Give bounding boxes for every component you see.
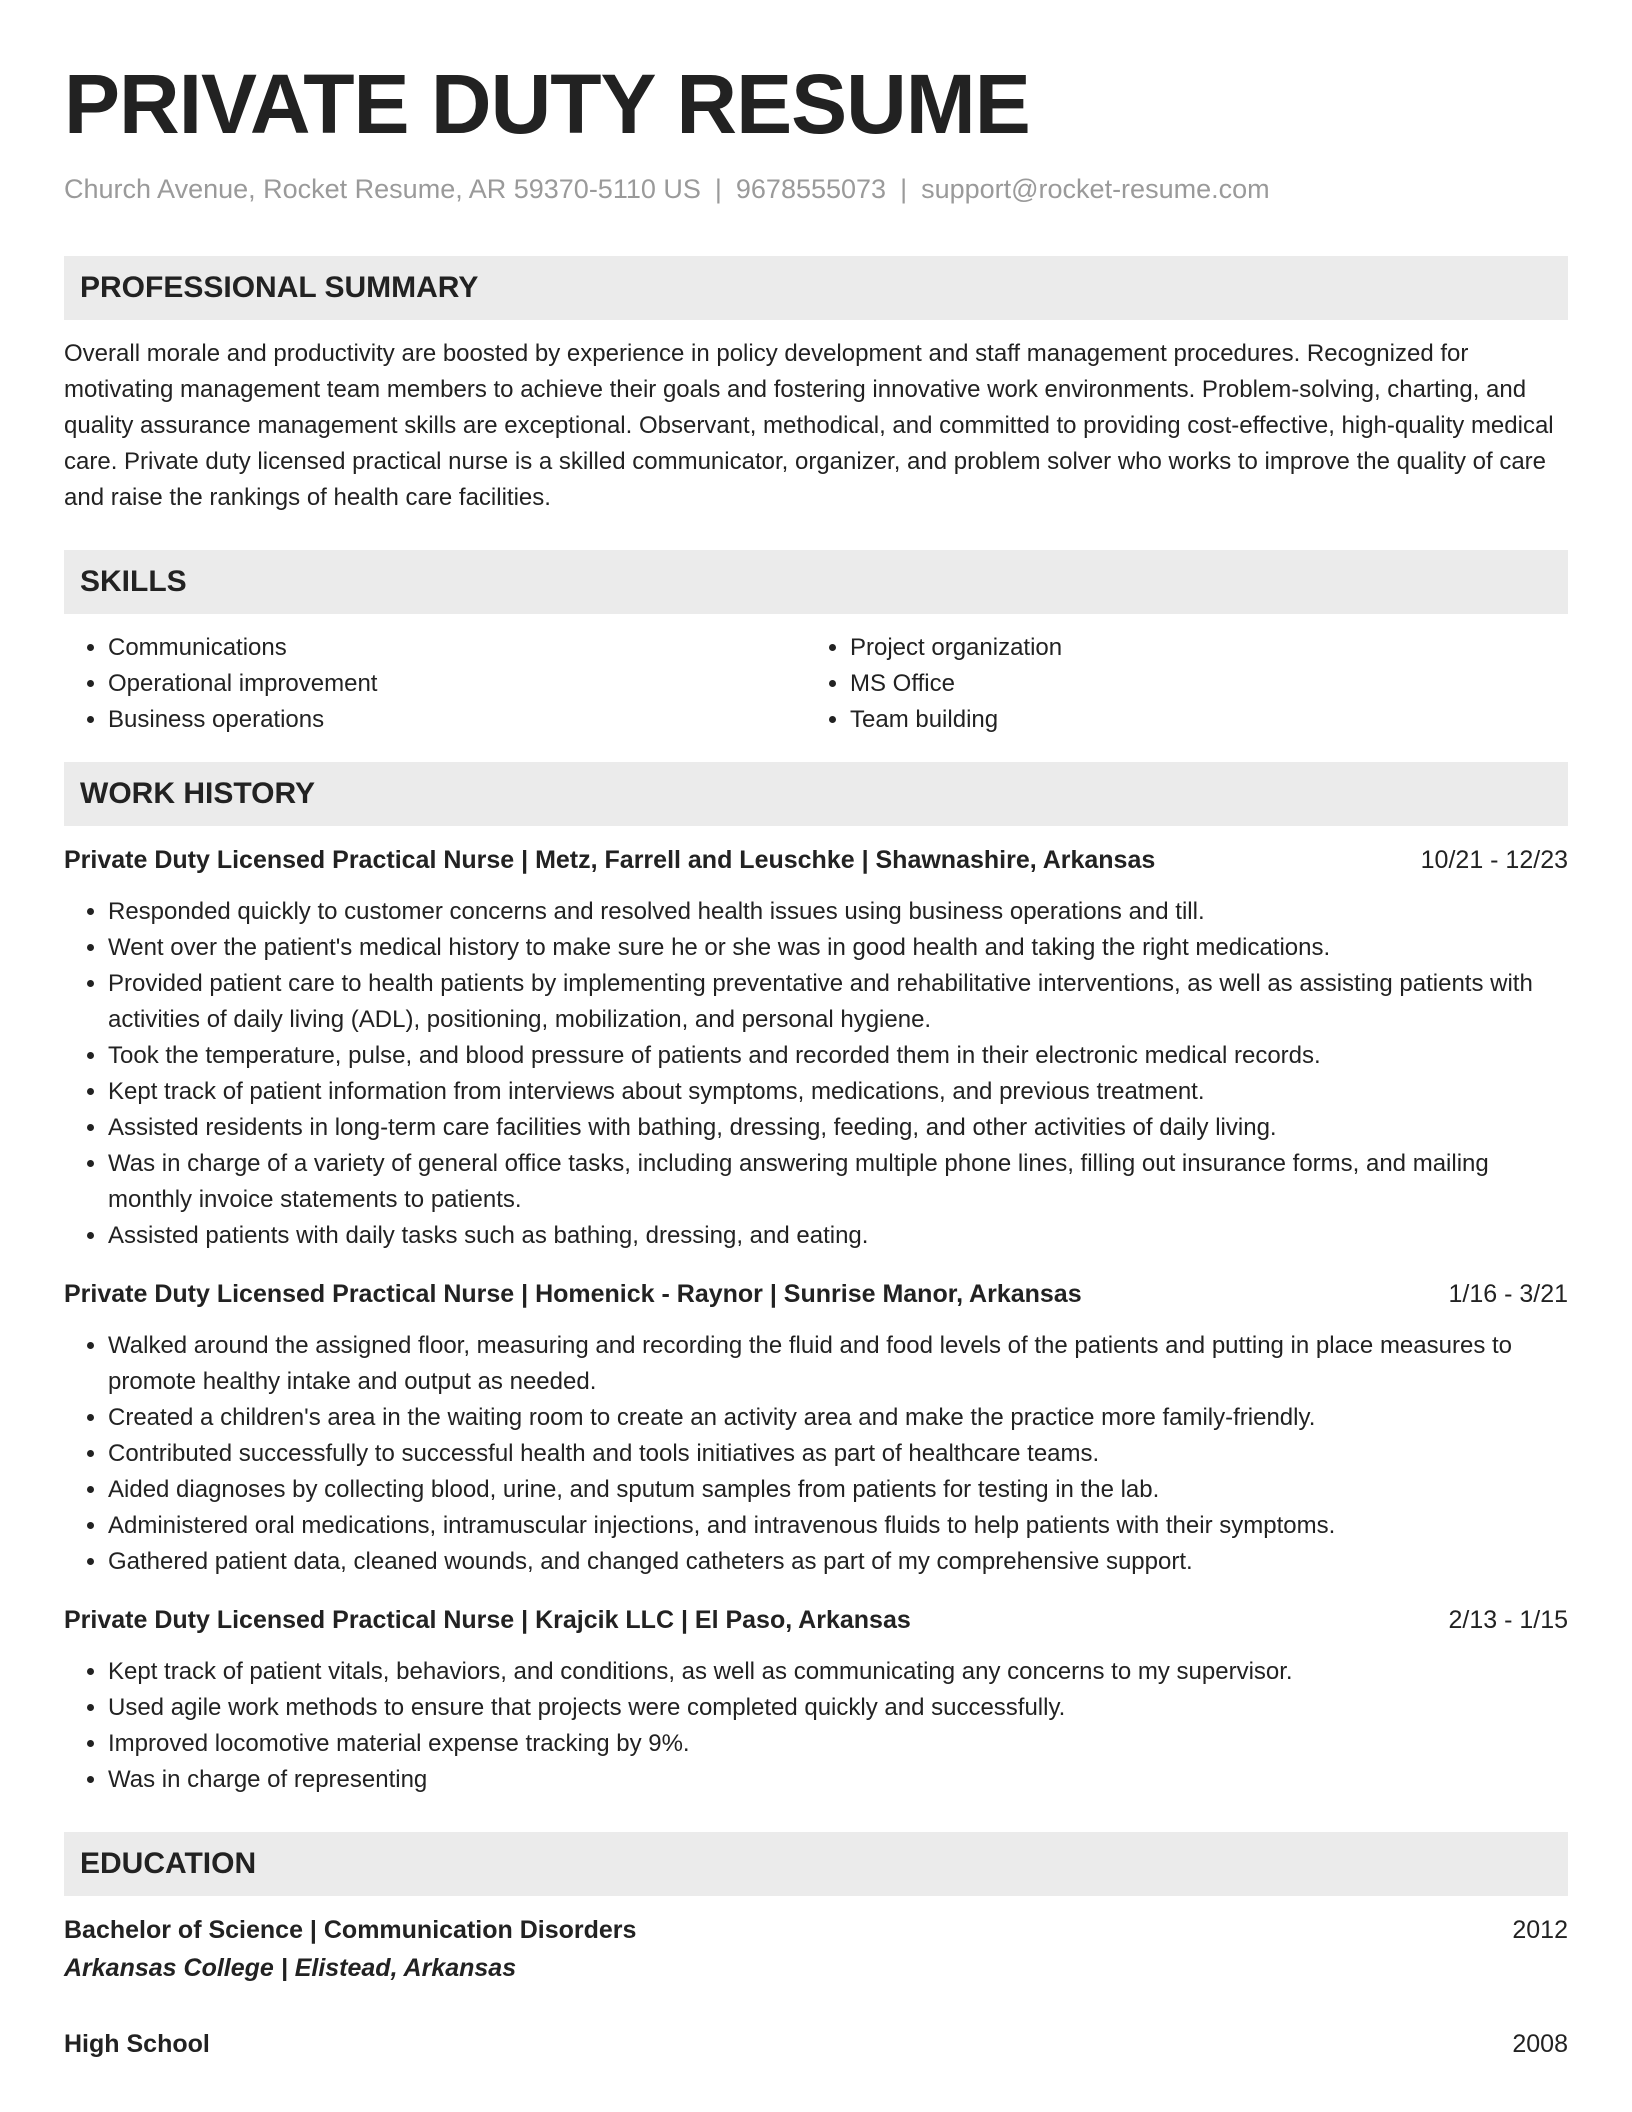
education-header <box>64 1912 1568 1948</box>
education-year: 2008 <box>1512 2030 1568 2058</box>
job-title: Private Duty Licensed Practical Nurse | Metz, Farrell and Leuschke | Shawnashire, Arkansas <box>64 846 1156 874</box>
job-entry <box>64 842 1568 1254</box>
summary-heading: PROFESSIONAL SUMMARY <box>64 256 1568 320</box>
skills-column-right <box>806 630 1548 738</box>
job-dates: 1/16 - 3/21 <box>1448 1280 1568 1308</box>
job-bullets <box>64 894 1568 1254</box>
job-header <box>64 1602 1568 1638</box>
skill-item: • Team building <box>850 702 1548 738</box>
job-header <box>64 1276 1568 1312</box>
job-entry <box>64 1602 1568 1798</box>
skill-item: • Operational improvement <box>108 666 806 702</box>
education-header <box>64 2026 1568 2062</box>
job-entry <box>64 1276 1568 1580</box>
contact-address: Church Avenue, Rocket Resume, AR 59370-5110 US <box>64 174 701 204</box>
contact-line <box>64 172 1568 206</box>
skill-item: • MS Office <box>850 666 1548 702</box>
contact-separator: | <box>900 174 908 204</box>
work-history-heading: WORK HISTORY <box>64 762 1568 826</box>
job-bullet: • Kept track of patient vitals, behaviors, and conditions, as well as communicating any concerns to my supervisor. <box>108 1654 1568 1690</box>
job-bullet: • Aided diagnoses by collecting blood, urine, and sputum samples from patients for testing in the lab. <box>108 1472 1568 1508</box>
skills-heading: SKILLS <box>64 550 1568 614</box>
job-bullet: • Took the temperature, pulse, and blood pressure of patients and recorded them in their electronic medical records. <box>108 1038 1568 1074</box>
job-bullet: • Administered oral medications, intramuscular injections, and intravenous fluids to help patients with their symptoms. <box>108 1508 1568 1544</box>
contact-phone[interactable]: 9678555073 <box>735 174 887 204</box>
education-entry <box>64 1912 1568 1986</box>
job-bullets <box>64 1654 1568 1798</box>
job-title: Private Duty Licensed Practical Nurse | Homenick - Raynor | Sunrise Manor, Arkansas <box>64 1280 1082 1308</box>
summary-text: Overall morale and productivity are boosted by experience in policy development and staff management procedures. Recognized for motivating management team members to achieve their goals and fostering innovative work environments. Problem-solving, charting, and quality assurance management skills are exceptional. Observant, methodical, and committed to providing cost-effective, high-quality medical care. Private duty licensed practical nurse is a skilled communicator, organizer, and problem solver who works to improve the quality of care and raise the rankings of health care facilities. <box>64 340 1554 511</box>
skill-item: • Business operations <box>108 702 806 738</box>
contact-separator: | <box>714 174 722 204</box>
job-bullet: • Used agile work methods to ensure that projects were completed quickly and successfully. <box>108 1690 1568 1726</box>
job-dates: 2/13 - 1/15 <box>1448 1606 1568 1634</box>
job-bullet: • Provided patient care to health patients by implementing preventative and rehabilitative interventions, as well as assisting patients with activities of daily living (ADL), positioning, mobilization, and personal hygiene. <box>108 966 1568 1038</box>
education-entry <box>64 2026 1568 2062</box>
job-dates: 10/21 - 12/23 <box>1420 846 1568 874</box>
job-title: Private Duty Licensed Practical Nurse | Krajcik LLC | El Paso, Arkansas <box>64 1606 911 1634</box>
job-bullet: • Contributed successfully to successful health and tools initiatives as part of healthcare teams. <box>108 1436 1568 1472</box>
job-bullet: • Improved locomotive material expense tracking by 9%. <box>108 1726 1568 1762</box>
education-year: 2012 <box>1512 1916 1568 1944</box>
skill-item: • Communications <box>108 630 806 666</box>
job-bullets <box>64 1328 1568 1580</box>
job-header <box>64 842 1568 878</box>
resume-title: PRIVATE DUTY RESUME <box>64 57 1030 151</box>
job-bullet: • Walked around the assigned floor, measuring and recording the fluid and food levels of the patients and putting in place measures to promote healthy intake and output as needed. <box>108 1328 1568 1400</box>
job-bullet: • Assisted residents in long-term care facilities with bathing, dressing, feeding, and other activities of daily living. <box>108 1110 1568 1146</box>
contact-email[interactable]: support@rocket-resume.com <box>921 174 1270 204</box>
job-bullet: • Gathered patient data, cleaned wounds, and changed catheters as part of my comprehensive support. <box>108 1544 1568 1580</box>
skill-item: • Project organization <box>850 630 1548 666</box>
skills-list <box>64 630 1568 738</box>
job-bullet: • Was in charge of representing <box>108 1762 1568 1798</box>
education-degree: High School <box>64 2030 210 2058</box>
job-bullet: • Responded quickly to customer concerns and resolved health issues using business operations and till. <box>108 894 1568 930</box>
job-bullet: • Kept track of patient information from interviews about symptoms, medications, and previous treatment. <box>108 1074 1568 1110</box>
education-degree: Bachelor of Science | Communication Disorders <box>64 1916 637 1944</box>
job-bullet: • Created a children's area in the waiting room to create an activity area and make the practice more family-friendly. <box>108 1400 1568 1436</box>
job-bullet: • Went over the patient's medical history to make sure he or she was in good health and taking the right medications. <box>108 930 1568 966</box>
job-bullet: • Assisted patients with daily tasks such as bathing, dressing, and eating. <box>108 1218 1568 1254</box>
job-bullet: • Was in charge of a variety of general office tasks, including answering multiple phone lines, filling out insurance forms, and mailing monthly invoice statements to patients. <box>108 1146 1568 1218</box>
skills-column-left <box>64 630 806 738</box>
education-heading: EDUCATION <box>64 1832 1568 1896</box>
education-school: Arkansas College | Elistead, Arkansas <box>64 1954 517 1982</box>
